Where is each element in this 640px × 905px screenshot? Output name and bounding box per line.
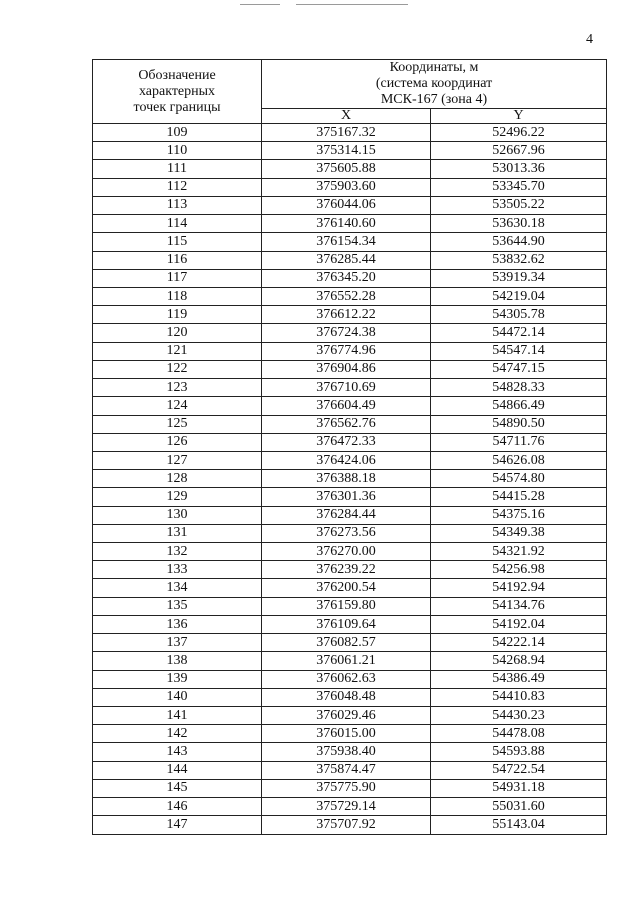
table-row [93,451,607,469]
point-number-cell: 115 [93,233,262,251]
table-row [93,779,607,797]
table-row [93,397,607,415]
point-number-cell: 124 [93,397,262,415]
y-coordinate-cell: 54268.94 [431,652,607,670]
x-coordinate-cell: 375938.40 [262,743,431,761]
x-coordinate-cell: 376710.69 [262,379,431,397]
x-coordinate-cell: 376345.20 [262,269,431,287]
y-coordinate-cell: 54375.16 [431,506,607,524]
table-row [93,615,607,633]
table-row [93,379,607,397]
table-row [93,634,607,652]
table-row [93,433,607,451]
x-coordinate-cell: 376109.64 [262,615,431,633]
y-coordinate-cell: 54828.33 [431,379,607,397]
x-coordinate-cell: 376552.28 [262,287,431,305]
x-coordinate-cell: 376061.21 [262,652,431,670]
y-coordinate-cell: 54192.94 [431,579,607,597]
point-number-cell: 126 [93,433,262,451]
y-coordinate-cell: 53919.34 [431,269,607,287]
x-coordinate-cell: 376612.22 [262,306,431,324]
point-number-cell: 110 [93,142,262,160]
table-row [93,688,607,706]
table-row [93,470,607,488]
point-number-cell: 118 [93,287,262,305]
x-coordinate-cell: 376048.48 [262,688,431,706]
x-coordinate-cell: 376270.00 [262,543,431,561]
point-number-cell: 122 [93,360,262,378]
point-number-cell: 130 [93,506,262,524]
x-coordinate-cell: 375707.92 [262,816,431,834]
x-coordinate-cell: 376388.18 [262,470,431,488]
x-coordinate-cell: 376285.44 [262,251,431,269]
page-number: 4 [586,32,593,47]
y-coordinate-cell: 54574.80 [431,470,607,488]
point-number-cell: 109 [93,124,262,142]
table-row [93,342,607,360]
y-column-header: Y [431,109,607,124]
point-number-cell: 134 [93,579,262,597]
y-coordinate-cell: 54711.76 [431,433,607,451]
y-coordinate-cell: 54722.54 [431,761,607,779]
table-row [93,816,607,834]
point-number-cell: 136 [93,615,262,633]
point-number-cell: 120 [93,324,262,342]
y-coordinate-cell: 54890.50 [431,415,607,433]
point-number-cell: 146 [93,798,262,816]
point-number-cell: 113 [93,196,262,214]
point-number-cell: 119 [93,306,262,324]
y-coordinate-cell: 53630.18 [431,215,607,233]
point-number-cell: 128 [93,470,262,488]
x-coordinate-cell: 376029.46 [262,707,431,725]
x-coordinate-cell: 375314.15 [262,142,431,160]
y-coordinate-cell: 55143.04 [431,816,607,834]
y-coordinate-cell: 53832.62 [431,251,607,269]
table-row [93,233,607,251]
x-coordinate-cell: 376239.22 [262,561,431,579]
y-coordinate-cell: 54478.08 [431,725,607,743]
point-number-cell: 114 [93,215,262,233]
y-coordinate-cell: 53013.36 [431,160,607,178]
y-coordinate-cell: 54134.76 [431,597,607,615]
x-coordinate-cell: 376562.76 [262,415,431,433]
table-row [93,124,607,142]
table-row [93,652,607,670]
point-number-cell: 145 [93,779,262,797]
y-coordinate-cell: 54349.38 [431,524,607,542]
table-row [93,743,607,761]
y-coordinate-cell: 54747.15 [431,360,607,378]
y-coordinate-cell: 54386.49 [431,670,607,688]
point-number-cell: 112 [93,178,262,196]
y-coordinate-cell: 54866.49 [431,397,607,415]
point-number-cell: 129 [93,488,262,506]
y-coordinate-cell: 54222.14 [431,634,607,652]
y-coordinate-cell: 55031.60 [431,798,607,816]
table-row [93,287,607,305]
y-coordinate-cell: 54931.18 [431,779,607,797]
x-coordinate-cell: 376774.96 [262,342,431,360]
top-edge-line-left [240,4,280,5]
x-coordinate-cell: 375729.14 [262,798,431,816]
point-number-cell: 141 [93,707,262,725]
table-row [93,142,607,160]
y-coordinate-cell: 53644.90 [431,233,607,251]
x-coordinate-cell: 376082.57 [262,634,431,652]
point-number-cell: 121 [93,342,262,360]
x-coordinate-cell: 376424.06 [262,451,431,469]
x-coordinate-cell: 375874.47 [262,761,431,779]
y-coordinate-cell: 53505.22 [431,196,607,214]
y-coordinate-cell: 54430.23 [431,707,607,725]
x-coordinate-cell: 376604.49 [262,397,431,415]
point-number-cell: 131 [93,524,262,542]
y-coordinate-cell: 54415.28 [431,488,607,506]
table-row [93,561,607,579]
y-coordinate-cell: 52667.96 [431,142,607,160]
y-coordinate-cell: 54305.78 [431,306,607,324]
point-number-cell: 142 [93,725,262,743]
table-row [93,306,607,324]
point-number-cell: 111 [93,160,262,178]
table-row [93,597,607,615]
x-coordinate-cell: 376159.80 [262,597,431,615]
x-coordinate-cell: 376140.60 [262,215,431,233]
table-row [93,670,607,688]
table-row [93,269,607,287]
point-number-cell: 147 [93,816,262,834]
point-number-cell: 138 [93,652,262,670]
table-row [93,761,607,779]
y-coordinate-cell: 54256.98 [431,561,607,579]
point-label-header: Обозначение характерных точек границы [93,60,262,124]
y-coordinate-cell: 53345.70 [431,178,607,196]
table-row [93,178,607,196]
y-coordinate-cell: 54192.04 [431,615,607,633]
x-coordinate-cell: 376284.44 [262,506,431,524]
table-row [93,798,607,816]
table-row [93,707,607,725]
x-coordinate-cell: 376200.54 [262,579,431,597]
point-number-cell: 139 [93,670,262,688]
point-number-cell: 135 [93,597,262,615]
table-row [93,543,607,561]
point-number-cell: 116 [93,251,262,269]
point-number-cell: 133 [93,561,262,579]
table-row [93,725,607,743]
point-number-cell: 143 [93,743,262,761]
y-coordinate-cell: 54593.88 [431,743,607,761]
x-coordinate-cell: 375775.90 [262,779,431,797]
table-row [93,324,607,342]
x-coordinate-cell: 376904.86 [262,360,431,378]
x-coordinate-cell: 376273.56 [262,524,431,542]
y-coordinate-cell: 54472.14 [431,324,607,342]
point-number-cell: 125 [93,415,262,433]
x-coordinate-cell: 376301.36 [262,488,431,506]
table-row [93,579,607,597]
x-coordinate-cell: 376062.63 [262,670,431,688]
point-number-cell: 117 [93,269,262,287]
x-coordinate-cell: 376015.00 [262,725,431,743]
point-number-cell: 137 [93,634,262,652]
point-number-cell: 127 [93,451,262,469]
x-coordinate-cell: 376724.38 [262,324,431,342]
table-row [93,488,607,506]
x-coordinate-cell: 375605.88 [262,160,431,178]
table-row [93,196,607,214]
point-number-cell: 140 [93,688,262,706]
coordinates-table [92,59,607,835]
y-coordinate-cell: 54410.83 [431,688,607,706]
table-row [93,251,607,269]
y-coordinate-cell: 52496.22 [431,124,607,142]
y-coordinate-cell: 54547.14 [431,342,607,360]
table-row [93,506,607,524]
y-coordinate-cell: 54321.92 [431,543,607,561]
coordinates-header: Координаты, м (система координат МСК-167 (зона 4) [262,60,607,109]
x-coordinate-cell: 375167.32 [262,124,431,142]
x-coordinate-cell: 376044.06 [262,196,431,214]
x-coordinate-cell: 375903.60 [262,178,431,196]
table-row [93,360,607,378]
point-number-cell: 132 [93,543,262,561]
table-row [93,524,607,542]
top-edge-line-right [296,4,408,5]
point-number-cell: 144 [93,761,262,779]
x-coordinate-cell: 376154.34 [262,233,431,251]
table-row [93,160,607,178]
table-row [93,415,607,433]
y-coordinate-cell: 54219.04 [431,287,607,305]
x-coordinate-cell: 376472.33 [262,433,431,451]
x-column-header: X [262,109,431,124]
table-body [93,124,607,835]
y-coordinate-cell: 54626.08 [431,451,607,469]
point-number-cell: 123 [93,379,262,397]
table-row [93,215,607,233]
